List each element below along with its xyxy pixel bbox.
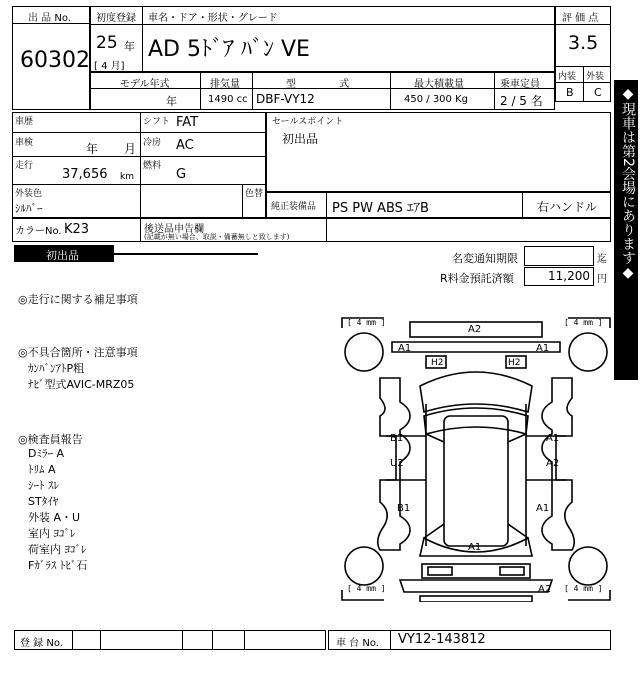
tire-front-left: [ 4 mm ] <box>347 318 386 327</box>
equipment-label: 純正装備品 <box>271 202 317 212</box>
score-label: 評 価 点 <box>562 13 599 24</box>
side-banner-text: ◆現車は第2会場にあります◆ <box>620 86 636 281</box>
detail-box-left <box>12 112 266 218</box>
list-item: ｼｰﾄ ｽﾚ <box>28 479 59 492</box>
recycle-label: R料金預託済額 <box>440 272 514 285</box>
first-reg-year-unit: 年 <box>124 40 135 53</box>
aftermarket-note: (記載が無い場合、取説・備蓄無しと致します) <box>144 233 290 241</box>
aircon-label: 冷房 <box>143 138 162 148</box>
mark-front-right: A1 <box>536 343 550 354</box>
inspection-year-unit: 年 <box>86 142 99 156</box>
type-label: 型 式 <box>286 79 350 90</box>
handle-value: 右ハンドル <box>537 200 598 214</box>
first-listing-text: 初出品 <box>46 249 79 262</box>
shift-label: シフト <box>143 117 171 127</box>
exterior-label: 外装 <box>586 72 605 82</box>
mileage-value: 37,656 <box>62 167 108 182</box>
inspector-list <box>28 446 87 574</box>
list-item: Dﾐﾗｰ A <box>28 447 64 460</box>
model-year-label: モデル年式 <box>120 79 170 90</box>
list-item: ﾅﾋﾞ型式AVIC-MRZ05 <box>28 378 135 391</box>
shift-value: FAT <box>176 115 199 130</box>
inspection-month-unit: 月 <box>124 142 137 156</box>
name-change-field <box>524 246 594 266</box>
model-label: 車名・ドア・形状・グレード <box>148 13 278 24</box>
chassis-number: VY12-143812 <box>398 632 486 647</box>
mark-right-rear-door: A2 <box>546 458 560 469</box>
list-item: STﾀｲﾔ <box>28 495 59 508</box>
model-name: AD 5ﾄﾞｱ ﾊﾞﾝ VE <box>148 37 310 62</box>
color-no-label: カラーNo. <box>15 226 62 237</box>
equipment-value: PS PW ABS ｴｱB <box>332 201 429 216</box>
lot-number: 60302 <box>20 48 90 73</box>
load-label: 最大積載量 <box>414 79 464 90</box>
mark-right-front-door: A1 <box>546 433 560 444</box>
first-reg-label: 初度登録 <box>96 13 136 24</box>
name-change-unit: 迄 <box>597 254 607 265</box>
load: 450 / 300 Kg <box>404 94 468 105</box>
recycle-unit: 円 <box>597 274 607 285</box>
repaint-label: 色替 <box>245 189 264 199</box>
list-item: ｶﾝﾊﾞﾝｱﾄP粗 <box>28 362 85 375</box>
sales-point-label: セールスポイント <box>272 117 344 127</box>
mileage-label: 走行 <box>15 161 34 171</box>
list-item: 外装 A・U <box>28 511 81 524</box>
mark-front-left: A1 <box>398 343 412 354</box>
interior-score: B <box>566 86 574 99</box>
aftermarket-label: 後送品申告欄 <box>144 224 204 235</box>
defects-title: ◎不具合箇所・注意事項 <box>18 346 138 359</box>
history-label: 車歴 <box>15 117 34 127</box>
type: DBF-VY12 <box>256 92 315 106</box>
displacement: 1490 cc <box>208 94 248 105</box>
list-item: 荷室内 ﾖｺﾞﾚ <box>28 543 87 556</box>
mark-lamp-left: H2 <box>431 358 444 368</box>
fuel-value: G <box>176 167 187 182</box>
color-no-box <box>12 218 611 242</box>
list-item: Fｶﾞﾗｽ ﾄﾋﾞ石 <box>28 559 88 572</box>
exterior-color-label: 外装色 <box>15 189 43 199</box>
defects-list <box>28 361 134 393</box>
capacity-label: 乗車定員 <box>500 79 540 90</box>
mileage-unit: km <box>120 172 134 182</box>
color-no-value: K23 <box>64 222 90 237</box>
name-change-label: 名変通知期限 <box>452 252 518 265</box>
displacement-label: 排気量 <box>210 79 240 90</box>
mark-top-bumper: A2 <box>468 324 482 335</box>
mark-roof: A1 <box>468 542 482 553</box>
aircon-value: AC <box>176 138 194 153</box>
chassis-label: 車 台 No. <box>336 638 379 649</box>
interior-label: 内装 <box>558 72 577 82</box>
model-year-unit: 年 <box>166 95 177 108</box>
inspection-label: 車検 <box>15 138 34 148</box>
capacity: 2 / 5 名 <box>500 94 543 108</box>
list-item: 室内 ﾖｺﾞﾚ <box>28 527 76 540</box>
sales-point-value: 初出品 <box>282 132 319 146</box>
list-item: ﾄﾘﾑ A <box>28 463 56 476</box>
first-reg-month: [ 4 月] <box>94 61 125 72</box>
recycle-value: 11,200 <box>548 269 590 283</box>
car-diagram <box>340 316 612 602</box>
lot-label: 出 品 No. <box>28 13 71 24</box>
registration-label: 登 録 No. <box>20 638 63 649</box>
exterior-score: C <box>594 86 602 99</box>
driving-notes-title: ◎走行に関する補足事項 <box>18 293 138 306</box>
exterior-color: ｼﾙﾊﾞｰ <box>15 202 43 215</box>
mark-lamp-right: H2 <box>508 358 521 368</box>
tire-front-right: [ 4 mm ] <box>564 318 603 327</box>
fuel-label: 燃料 <box>143 161 162 171</box>
inspector-title: ◎検査員報告 <box>18 433 83 446</box>
car-diagram-svg <box>340 316 612 602</box>
mark-right-rear: A1 <box>536 503 550 514</box>
mark-left-front-door: B1 <box>390 433 404 444</box>
mark-rear-bumper: A2 <box>538 584 552 595</box>
mark-left-rear: B1 <box>397 503 411 514</box>
mark-left-rear-door: U2 <box>390 458 404 469</box>
tire-rear-right: [ 4 mm ] <box>564 584 603 593</box>
first-reg-year: 25 <box>96 33 118 53</box>
score-value: 3.5 <box>568 32 599 54</box>
tire-rear-left: [ 4 mm ] <box>347 584 386 593</box>
